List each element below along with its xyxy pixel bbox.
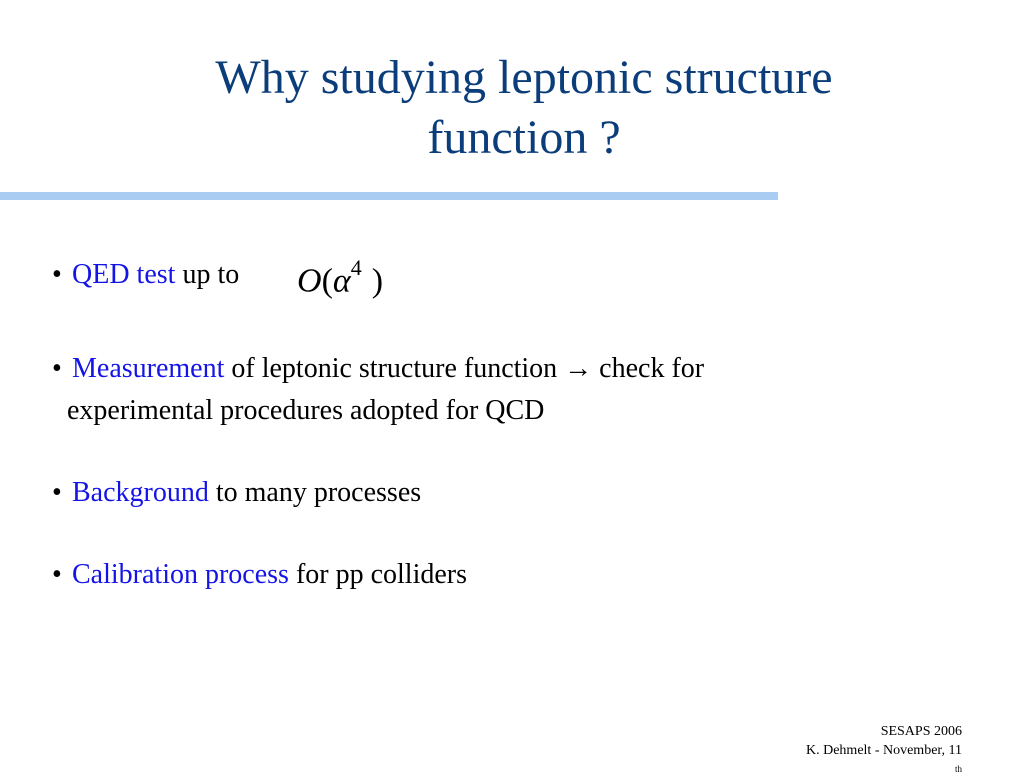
footer-conference: SESAPS 2006 [880, 724, 962, 739]
bullet-highlight: Background [72, 477, 209, 508]
bullet-dot: • [52, 259, 62, 290]
order-alpha-formula: $O(\alpha^4$ ) [297, 255, 384, 300]
bullet-highlight: Calibration process [72, 559, 289, 590]
bullet-text: up to [175, 259, 240, 290]
title-line-1: Why studying leptonic structure [215, 51, 833, 104]
bullet-text: for pp colliders [288, 559, 468, 590]
slide-footer [806, 722, 962, 784]
bullet-measurement [52, 349, 704, 389]
bullet-dot: • [52, 477, 62, 508]
bullet-background [52, 473, 421, 513]
bullet-highlight: Measurement [72, 353, 225, 384]
bullet-dot: • [52, 559, 62, 590]
bullet-text: of leptonic structure function → check for [224, 353, 705, 384]
bullet-qed-test [52, 255, 384, 300]
slide-title [100, 48, 948, 168]
title-line-2: function ? [427, 111, 621, 164]
title-divider [0, 192, 778, 200]
bullet-highlight: QED test [72, 259, 176, 290]
bullet-calibration [52, 555, 467, 595]
footer-author-date: K. Dehmelt - November, 11 $^{th}$ [806, 743, 962, 774]
bullet-dot: • [52, 353, 62, 384]
bullet-text: to many processes [208, 477, 422, 508]
bullet-continuation: experimental procedures adopted for QCD [67, 395, 545, 426]
